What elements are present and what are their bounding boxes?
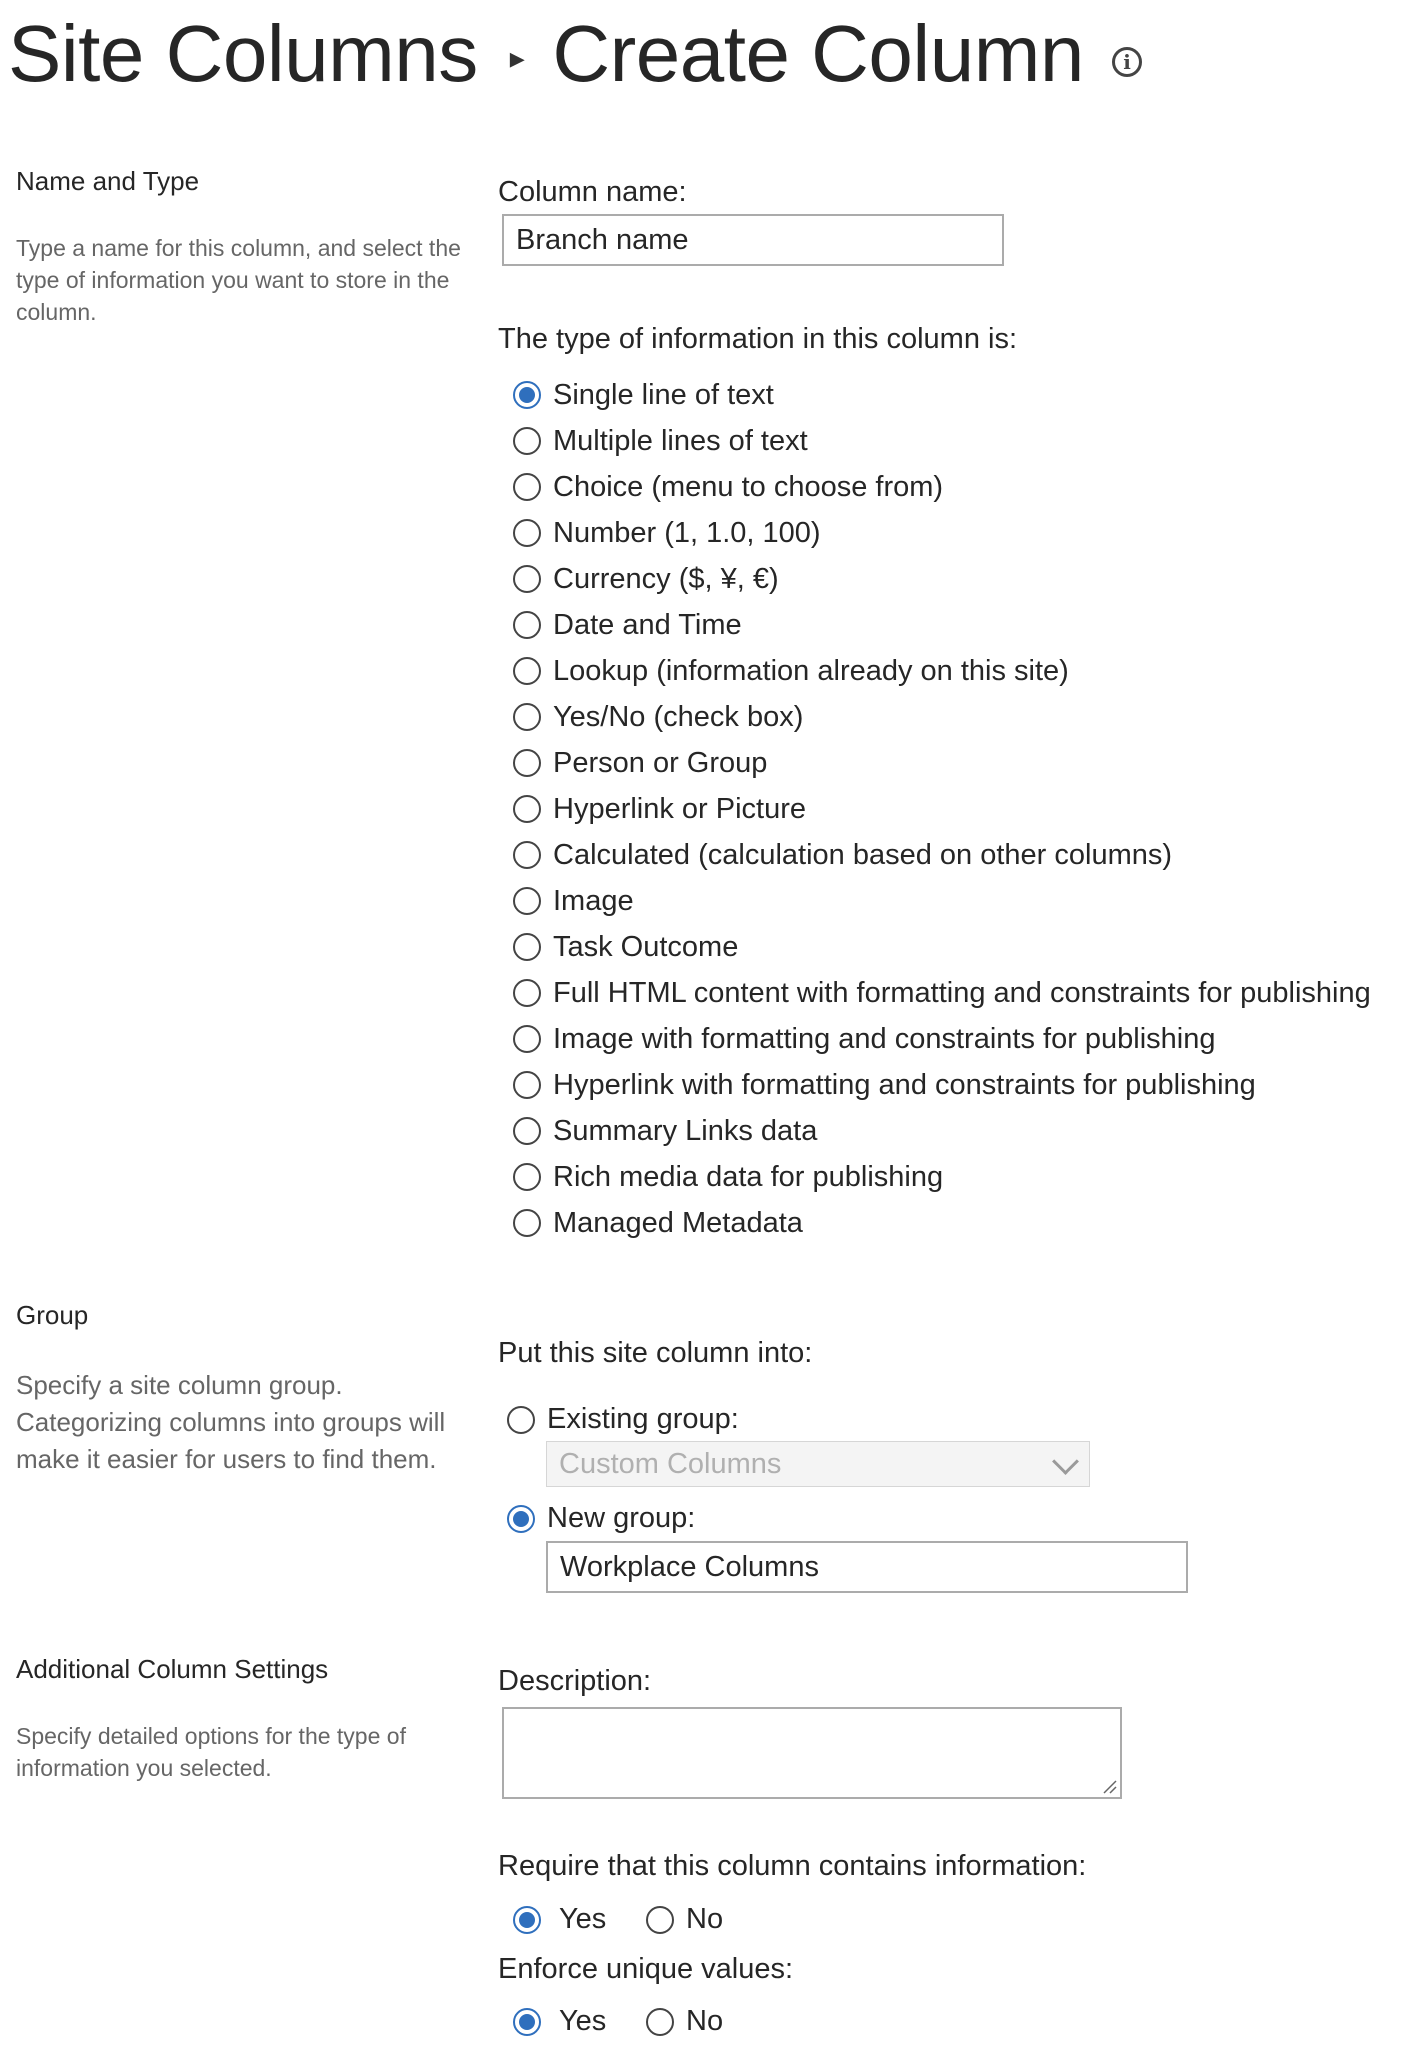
column-type-radio[interactable] bbox=[513, 795, 541, 823]
column-type-label: Multiple lines of text bbox=[553, 424, 808, 457]
existing-group-label: Existing group: bbox=[547, 1403, 739, 1435]
column-type-radio[interactable] bbox=[513, 841, 541, 869]
column-type-radio[interactable] bbox=[513, 1117, 541, 1145]
require-yes-radio[interactable] bbox=[513, 1906, 541, 1934]
resize-grip-icon[interactable] bbox=[1101, 1778, 1117, 1794]
column-type-radio[interactable] bbox=[513, 657, 541, 685]
group-label: Put this site column into: bbox=[498, 1337, 813, 1369]
column-type-option[interactable] bbox=[513, 1016, 1371, 1062]
section-title-name-type: Name and Type bbox=[16, 166, 200, 196]
new-group-radio[interactable] bbox=[507, 1505, 535, 1533]
column-type-option[interactable] bbox=[513, 464, 1371, 510]
require-yes-option[interactable] bbox=[513, 1903, 606, 1936]
column-type-option[interactable] bbox=[513, 602, 1371, 648]
column-type-radio[interactable] bbox=[513, 519, 541, 547]
column-type-radio[interactable] bbox=[513, 887, 541, 915]
column-type-label: Image with formatting and constraints for publishing bbox=[553, 1022, 1216, 1055]
column-type-radio[interactable] bbox=[513, 611, 541, 639]
column-type-label: Date and Time bbox=[553, 608, 742, 641]
column-type-label: Task Outcome bbox=[553, 930, 739, 963]
breadcrumb-separator-icon: ▸ bbox=[509, 41, 525, 75]
column-type-label: Person or Group bbox=[553, 746, 768, 779]
existing-group-value: Custom Columns bbox=[559, 1447, 782, 1480]
unique-no-option[interactable] bbox=[646, 2005, 723, 2038]
column-type-radio[interactable] bbox=[513, 565, 541, 593]
column-type-label: Currency ($, ¥, €) bbox=[553, 562, 779, 595]
unique-label: Enforce unique values: bbox=[498, 1953, 794, 1985]
column-type-option[interactable] bbox=[513, 878, 1371, 924]
column-type-radio[interactable] bbox=[513, 1071, 541, 1099]
column-type-radio[interactable] bbox=[513, 1163, 541, 1191]
column-type-label: Hyperlink or Picture bbox=[553, 792, 807, 825]
section-desc-group: Specify a site column group. Categorizing columns into groups will make it easier for users to find them. bbox=[16, 1370, 446, 1474]
unique-no-label: No bbox=[686, 2005, 724, 2037]
column-type-label: Single line of text bbox=[553, 378, 774, 411]
new-group-input[interactable] bbox=[546, 1541, 1188, 1593]
column-type-radio[interactable] bbox=[513, 703, 541, 731]
column-type-option[interactable] bbox=[513, 372, 1371, 418]
section-title-additional: Additional Column Settings bbox=[16, 1654, 329, 1684]
column-type-label: Summary Links data bbox=[553, 1114, 818, 1147]
info-icon[interactable]: i bbox=[1112, 47, 1142, 77]
column-type-option[interactable] bbox=[513, 1108, 1371, 1154]
column-type-option[interactable] bbox=[513, 740, 1371, 786]
column-type-label: Rich media data for publishing bbox=[553, 1160, 944, 1193]
column-type-label: Image bbox=[553, 884, 634, 917]
page-header bbox=[8, 6, 1142, 102]
unique-yes-option[interactable] bbox=[513, 2005, 606, 2038]
section-desc-additional: Specify detailed options for the type of information you selected. bbox=[16, 1723, 406, 1781]
require-no-label: No bbox=[686, 1903, 724, 1935]
column-type-option[interactable] bbox=[513, 832, 1371, 878]
column-type-label: Calculated (calculation based on other columns) bbox=[553, 838, 1173, 871]
column-type-label: Yes/No (check box) bbox=[553, 700, 804, 733]
require-yes-label: Yes bbox=[559, 1903, 607, 1935]
column-type-radio[interactable] bbox=[513, 749, 541, 777]
new-group-label: New group: bbox=[547, 1502, 696, 1534]
chevron-down-icon bbox=[1052, 1448, 1079, 1475]
section-title-group: Group bbox=[16, 1300, 89, 1330]
column-name-label: Column name: bbox=[498, 176, 687, 208]
description-label: Description: bbox=[498, 1665, 652, 1697]
unique-no-radio[interactable] bbox=[646, 2008, 674, 2036]
column-type-radio[interactable] bbox=[513, 933, 541, 961]
column-name-input[interactable] bbox=[502, 214, 1004, 266]
existing-group-option[interactable] bbox=[507, 1403, 739, 1436]
column-type-radio[interactable] bbox=[513, 473, 541, 501]
new-group-option[interactable] bbox=[507, 1502, 695, 1535]
column-type-option[interactable] bbox=[513, 418, 1371, 464]
breadcrumb-site-columns[interactable]: Site Columns bbox=[8, 9, 478, 98]
require-no-option[interactable] bbox=[646, 1903, 723, 1936]
column-type-label: Hyperlink with formatting and constraints for publishing bbox=[553, 1068, 1256, 1101]
column-type-option[interactable] bbox=[513, 648, 1371, 694]
type-info-label: The type of information in this column is: bbox=[498, 323, 1018, 355]
column-type-radio[interactable] bbox=[513, 979, 541, 1007]
existing-group-select[interactable] bbox=[546, 1441, 1090, 1487]
column-type-label: Lookup (information already on this site) bbox=[553, 654, 1069, 687]
column-type-option[interactable] bbox=[513, 694, 1371, 740]
section-desc-name-type: Type a name for this column, and select the type of information you want to store in the column. bbox=[16, 235, 461, 325]
column-type-label: Choice (menu to choose from) bbox=[553, 470, 944, 503]
column-type-option[interactable] bbox=[513, 556, 1371, 602]
existing-group-radio[interactable] bbox=[507, 1406, 535, 1434]
column-type-option[interactable] bbox=[513, 1062, 1371, 1108]
column-type-label: Managed Metadata bbox=[553, 1206, 803, 1239]
page-title: Create Column bbox=[552, 9, 1084, 98]
column-type-radio[interactable] bbox=[513, 1025, 541, 1053]
column-type-radio-group bbox=[513, 372, 1371, 1246]
column-type-option[interactable] bbox=[513, 786, 1371, 832]
column-type-radio[interactable] bbox=[513, 427, 541, 455]
column-type-option[interactable] bbox=[513, 1200, 1371, 1246]
require-label: Require that this column contains information: bbox=[498, 1850, 1087, 1882]
unique-yes-radio[interactable] bbox=[513, 2008, 541, 2036]
column-type-label: Full HTML content with formatting and constraints for publishing bbox=[553, 976, 1371, 1009]
column-type-radio[interactable] bbox=[513, 1209, 541, 1237]
column-type-option[interactable] bbox=[513, 970, 1371, 1016]
column-type-option[interactable] bbox=[513, 1154, 1371, 1200]
column-type-option[interactable] bbox=[513, 924, 1371, 970]
require-no-radio[interactable] bbox=[646, 1906, 674, 1934]
description-textarea[interactable] bbox=[502, 1707, 1122, 1799]
unique-yes-label: Yes bbox=[559, 2005, 607, 2037]
column-type-radio[interactable] bbox=[513, 381, 541, 409]
column-type-label: Number (1, 1.0, 100) bbox=[553, 516, 821, 549]
column-type-option[interactable] bbox=[513, 510, 1371, 556]
